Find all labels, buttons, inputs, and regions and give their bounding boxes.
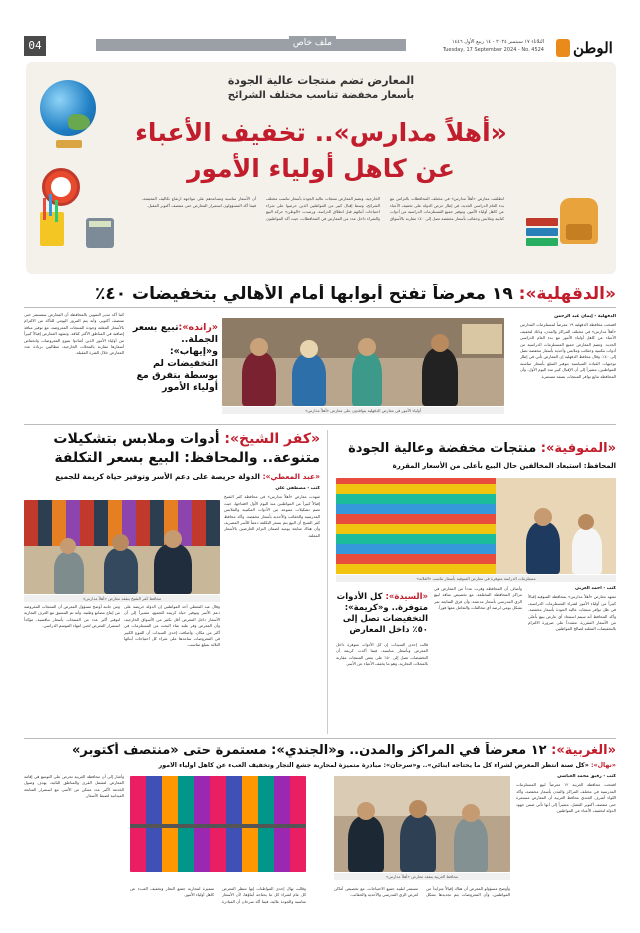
gharbia-headline-text: ١٢ معرضاً في المراكز والمدن.. و«الجندي»: مستمرة حتى «منتصف أكتوبر»: [71, 743, 552, 758]
kafr-headline-1: أدوات وملابس بتشكيلات: [53, 431, 225, 447]
gharbia-body-1: افتتحت محافظة الغربية ١٢ معرضاً لبيع المستلزمات المدرسية في مختلف المراكز والمدن بأسعار مخفضة، وأكد اللواء أشرف الجندي محافظ الغربية أن المعارض مستمرة حتى منتصف أكتوبر المقبل، مشيراً إلى أنها تأتي ضمن جهود الدولة لتخفيف الأعباء عن المواطنين.: [516, 782, 616, 814]
gharbia-sub-label: «نهال»:: [590, 762, 616, 769]
calculator-icon: [86, 218, 114, 248]
section-rule: [24, 738, 616, 739]
menofia-photo-caption: مستلزمات الدراسة متوفرة في معارض المنوفية بأسعار تناسب «الغلابة»: [336, 575, 616, 582]
person-figure: [572, 528, 602, 574]
person-head: [462, 804, 480, 822]
issue-meta: [414, 38, 544, 54]
person-head: [250, 338, 268, 356]
book-icon: [526, 218, 558, 226]
kafr-body-2: وقال عبد المعطي أحد المواطنين إن الدولة حريصة على دعم الأسر وتوفير حياة كريمة للجميع، مشيراً إلى أن الأسعار داخل المعرض أقل بكثير من الأسواق الخارجية، وأن المعرض وفر عليه عناء البحث عن المستلزمات في أكثر من مكان. وأضافت إحدى السيدات أن التنوع الكبير في المعروضات ساعدها على شراء كل احتياجات أبنائها الثلاثة بمبلغ مناسب.: [124, 604, 220, 648]
logo-text: الوطن: [573, 39, 613, 57]
masthead: [24, 36, 616, 60]
person-head: [409, 800, 427, 818]
dakahlia-headline: [24, 284, 616, 304]
book-icon: [526, 238, 558, 246]
menofia-byline: كتب - أحمد العزبي: [574, 586, 616, 591]
globe-stand-icon: [56, 140, 82, 148]
backpack-icon: [560, 198, 598, 244]
person-head: [534, 508, 552, 526]
menofia-headline-text: منتجات مخفضة وعالية الجودة: [348, 441, 541, 456]
page-number: 04: [24, 36, 46, 56]
issue-date-english: Tuesday, 17 September 2024 - No. 4524: [442, 47, 544, 53]
logo-mark-icon: [556, 39, 570, 57]
kafr-column-1: [224, 486, 320, 698]
gharbia-body-4: وأشار إلى أن محافظة الغربية تحرص على التوسع في إقامة المعارض لتشمل القرى والمناطق النائية، بهدف وصول الخدمة لأكبر عدد ممكن من الأسر، مع استمرار المتابعة الميدانية لضبط الأسعار.: [24, 774, 124, 799]
pencil-cup-icon: [40, 212, 64, 246]
person-figure: [352, 352, 382, 406]
gharbia-subheadline: [24, 762, 616, 769]
gharbia-sub-text: «كل سنة أنتظر المعرض لشراء كل ما يحتاجه أبنائي».. و«سرحان»: مبادرة متميزة لمحاربة جشع التجار وتخفيف العبء عن كاهل أولياء الأمور: [158, 762, 591, 769]
dakahlia-quote: [130, 322, 218, 394]
person-figure: [526, 522, 560, 574]
gharbia-body-2: وقالت نهال إحدى المواطنات إنها تنتظر المعرض كل عام لشراء كل ما يحتاجه أبناؤها، لأن الأسعار مناسبة والجودة عالية، فيما أكد سرحان أن المبادرة متميزة لمحاربة جشع التجار وتخفيف العبء عن كاهل أولياء الأمور.: [130, 886, 306, 904]
dakahlia-quote-label: «رانده»:: [178, 322, 218, 333]
dakahlia-photo: [222, 318, 504, 406]
menofia-photo: [336, 478, 616, 574]
person-head: [164, 530, 182, 548]
column-divider: [327, 430, 328, 734]
feature-banner: [26, 62, 616, 274]
dakahlia-photo-caption: أولياء الأمور في معارض الدقهلية يتوافدون على معارض «أهلاً مدارس»: [222, 407, 504, 414]
person-figure: [348, 816, 384, 872]
person-head: [358, 338, 376, 356]
kafr-photo-caption: محافظ كفر الشيخ يتفقد معارض «أهلاً مدارس»: [24, 595, 220, 602]
menofia-column-2: [434, 586, 522, 734]
menofia-quote-text: كل الأدوات متوفرة.. و«كريمة»:: [336, 592, 428, 613]
menofia-quote: [336, 592, 428, 636]
gharbia-column-2: [130, 886, 306, 926]
logo: [556, 36, 616, 60]
dakahlia-column-left: [24, 312, 124, 420]
pencil-icon: [55, 200, 58, 222]
section-rule: [24, 424, 616, 425]
kafr-photo: [24, 500, 220, 594]
kafr-headline-2: متنوعة.. والمحافظ: البيع بسعر التكلفة: [54, 450, 320, 466]
menofia-subheadline: المحافظ: استبعاد المخالفين حال البيع بأعلى من الأسعار المقررة: [392, 462, 616, 470]
menofia-label: «المنوفية»:: [540, 441, 616, 456]
gharbia-label: «الغربية»:: [551, 743, 616, 758]
person-figure: [400, 814, 436, 872]
kafr-sub-text: الدولة حريصة على دعم الأسر وتوفير حياة كريمة للجميع: [55, 472, 263, 481]
backpack-pocket: [566, 224, 592, 240]
kafr-column-3: [24, 604, 120, 734]
menofia-column-1: [528, 586, 616, 734]
menofia-body-1: تشهد معارض «أهلاً مدارس» بمحافظة المنوفية إقبالاً كبيراً من أولياء الأمور لشراء المستلزمات الدراسية، في ظل توافر منتجات عالية الجودة بأسعار مخفضة. وأكد المحافظ أنه سيتم استبعاد أي عارض يبيع بأعلى من الأسعار المقررة، مشدداً على ضرورة الالتزام بالتخفيضات المعلنة لصالح المواطنين.: [528, 594, 616, 632]
person-figure: [292, 354, 326, 406]
gharbia-photo-bags: [130, 776, 306, 872]
kafr-subheadline: [24, 472, 320, 481]
gharbia-headline: [24, 742, 616, 760]
dakahlia-quote-text: تبيع بسعر الجملة.. و«إيهاب»:: [132, 322, 218, 357]
person-figure: [154, 544, 192, 594]
stationery-shelves: [336, 478, 496, 574]
menofia-headline: [336, 440, 616, 458]
person-head: [357, 802, 375, 820]
pencil-icon: [43, 198, 46, 220]
dakahlia-quote-text-2: التخفيضات لم بوسطة بتفرق مع أولياء الأمور: [136, 358, 218, 393]
menofia-quote-text-2: التخفيضات تصل إلى ٥٠٪ داخل المعارض: [342, 614, 428, 635]
gharbia-body-3: وأوضح مسؤولو المعرض أن هناك إقبالاً متزايداً من المواطنين، وأن المعروضات يتم تجديدها بشكل مستمر لتلبية جميع الاحتياجات، مع تخصيص أماكن لعرض الزي المدرسي والأحذية والحقائب.: [334, 886, 510, 898]
dakahlia-body-right: افتتحت محافظة الدقهلية ١٩ معرضاً لمستلزمات المدارس «أهلاً مدارس» في مختلف المراكز والمدن، وذلك لتخفيف الأعباء عن كاهل أولياء الأمور مع بدء العام الدراسي الجديد. وتضم المعارض جميع المستلزمات الدراسية من أدوات مكتبية وحقائب وملابس وأحذية بأسعار مخفضة تصل إلى ٤٠٪. وقال محافظ الدقهلية إن المعارض تأتي في إطار توجيهات القيادة السياسية بتوفير السلع بأسعار مناسبة للمواطنين، مشيراً إلى أن الإقبال كبير منذ اليوم الأول، وأن المحافظة تتابع توافر المنتجات بصفة مستمرة.: [520, 322, 616, 379]
gharbia-photo-officials: [334, 776, 510, 872]
dakahlia-body-left: كما أكد مدير التموين بالمحافظة أن المعارض ستستمر حتى منتصف أكتوبر، وأنه يتم المرور اليومي للتأكد من الالتزام بالأسعار المعلنة وجودة المنتجات المعروضة، مع توفير منافذ إضافية في المناطق الأكثر كثافة. وتشهد المعارض إقبالاً كبيراً من أولياء الأمور الذين أشادوا بتنوع المعروضات وانخفاض أسعارها مقارنة بالمحلات الخارجية، مطالبين بزيادة عدد المعارض خلال الفترة المقبلة.: [24, 312, 124, 356]
gharbia-column-4: [24, 774, 124, 924]
banner-subtitle-1: المعارض تضم منتجات عالية الجودة: [227, 74, 415, 87]
person-head: [431, 334, 449, 352]
menofia-quote-label: «السيدة»:: [385, 592, 428, 602]
book-icon: [526, 228, 558, 236]
person-figure: [454, 818, 488, 872]
dakahlia-label: «الدقهلية»:: [518, 284, 616, 304]
person-head: [300, 340, 318, 358]
globe-icon: [40, 80, 96, 136]
alarm-clock-icon: [42, 168, 80, 206]
person-figure: [54, 552, 84, 594]
kafr-body-3: ومن جانبه أوضح مسؤول المعرض أن المنتجات المعروضة من إنتاج مصانع وطنية، وأنه تم التنسيق مع الغرف التجارية لتوفير أكبر عدد من المنتجات بأسعار تنافسية، مؤكداً استمرار المعرض لحين انتهاء الموسم الدراسي.: [24, 604, 120, 629]
gharbia-byline: كتب - رفيق محمد الغباشي: [557, 774, 616, 779]
clock-face: [51, 177, 71, 197]
globe-land: [68, 114, 90, 130]
calculator-screen: [89, 221, 111, 227]
kafr-label: «كفر الشيخ»:: [224, 431, 320, 447]
gharbia-photo-caption: محافظ الغربية يتفقد معارض «أهلاً مدارس»: [334, 873, 510, 880]
pencil-icon: [49, 194, 52, 216]
banner-subtitle-2: بأسعار مخفضة تناسب مختلف الشرائح: [227, 90, 415, 101]
person-figure: [242, 352, 276, 406]
section-bar: [96, 39, 406, 51]
person-head: [112, 534, 129, 551]
dakahlia-headline-text: ١٩ معرضاً تفتح أبوابها أمام الأهالي بتخفيضات ٤٠٪: [94, 284, 519, 304]
menofia-body-2: وأضاف أن المحافظة وفرت عدداً من المعارض في مراكز المحافظة المختلفة، مع تخصيص منافذ لبيع الزي المدرسي بأسعار مدعمة، وأن فرق المتابعة تمر بشكل يومي لرصد أي مخالفات والتعامل معها فوراً.: [434, 586, 522, 611]
menofia-body-3: قالت إحدى السيدات إن كل الأدوات متوفرة داخل المعرض وبأسعار مناسبة، فيما أكدت كريمة أن التخفيضات تصل إلى ٥٠٪ على بعض المنتجات مقارنة بالمحلات التجارية، وهو ما يخفف الأعباء عن الأسر.: [336, 642, 428, 667]
kafr-column-2: [124, 604, 220, 734]
menofia-column-3: [336, 642, 428, 734]
shelf-goods: [462, 324, 502, 354]
banner-body: انطلقت معارض «أهلاً مدارس» في مختلف المحافظات بالتزامن مع بدء العام الدراسي الجديد، في إطار حرص الدولة على تخفيف الأعباء عن كاهل أولياء الأمور، وتوفير جميع المستلزمات الدراسية من أدوات كتابية وملابس وحقائب بأسعار مخفضة تصل إلى ٤٠٪ مقارنة بالأسواق الخارجية. وتضم المعارض منتجات عالية الجودة بأسعار تناسب مختلف الشرائح، وسط إقبال كبير من المواطنين الذين حرصوا على شراء احتياجات أبنائهم قبل انطلاق الدراسة. ورصدت «الوطن» حركة البيع والشراء داخل عدد من المعارض في المحافظات، حيث أكد المواطنون أن الأسعار مناسبة وتساعدهم على مواجهة ارتفاع تكاليف المعيشة، فيما أكد المسؤولون استمرار المعارض حتى منتصف أكتوبر المقبل.: [142, 196, 504, 221]
gharbia-column-3: [334, 886, 510, 926]
dakahlia-column-right: [520, 314, 616, 416]
issue-date-arabic: الثلاثاء ١٧ سبتمبر ٢٠٢٤ - ١٤ ربيع الأول ١٤٤٦: [451, 39, 544, 45]
kafr-headline: [24, 430, 320, 468]
person-figure: [422, 348, 458, 406]
shelf-rail: [130, 824, 306, 828]
person-head: [60, 538, 76, 554]
books-icon: [526, 218, 558, 248]
gharbia-column-1: [516, 774, 616, 924]
section-name: ملف خاص: [289, 36, 336, 50]
banner-title-line-2: عن كاهل أولياء الأمور: [187, 154, 455, 183]
person-head: [578, 514, 594, 530]
banner-title-line-1: «أهلاً مدارس».. تخفيف الأعباء: [135, 118, 507, 147]
dakahlia-byline: الدقهلية - إيمان عبد الرحمن: [554, 314, 616, 319]
section-rule: [24, 307, 616, 308]
kafr-body-1: شهدت معارض «أهلاً مدارس» في محافظة كفر الشيخ إقبالاً كبيراً من المواطنين منذ اليوم الأول لافتتاحها، حيث تضم تشكيلات متنوعة من الأدوات المكتبية والملابس المدرسية والحقائب والأحذية بأسعار مخفضة. وأكد محافظ كفر الشيخ أن البيع يتم بسعر التكلفة دعماً للأسر المصرية، وأن هناك متابعة يومية لضمان التزام العارضين بالأسعار المعلنة.: [224, 494, 320, 538]
kafr-sub-label: «عبد المعطي»:: [262, 472, 320, 481]
kafr-byline: كتب - مصطفى علي: [275, 486, 320, 491]
person-figure: [104, 548, 138, 594]
